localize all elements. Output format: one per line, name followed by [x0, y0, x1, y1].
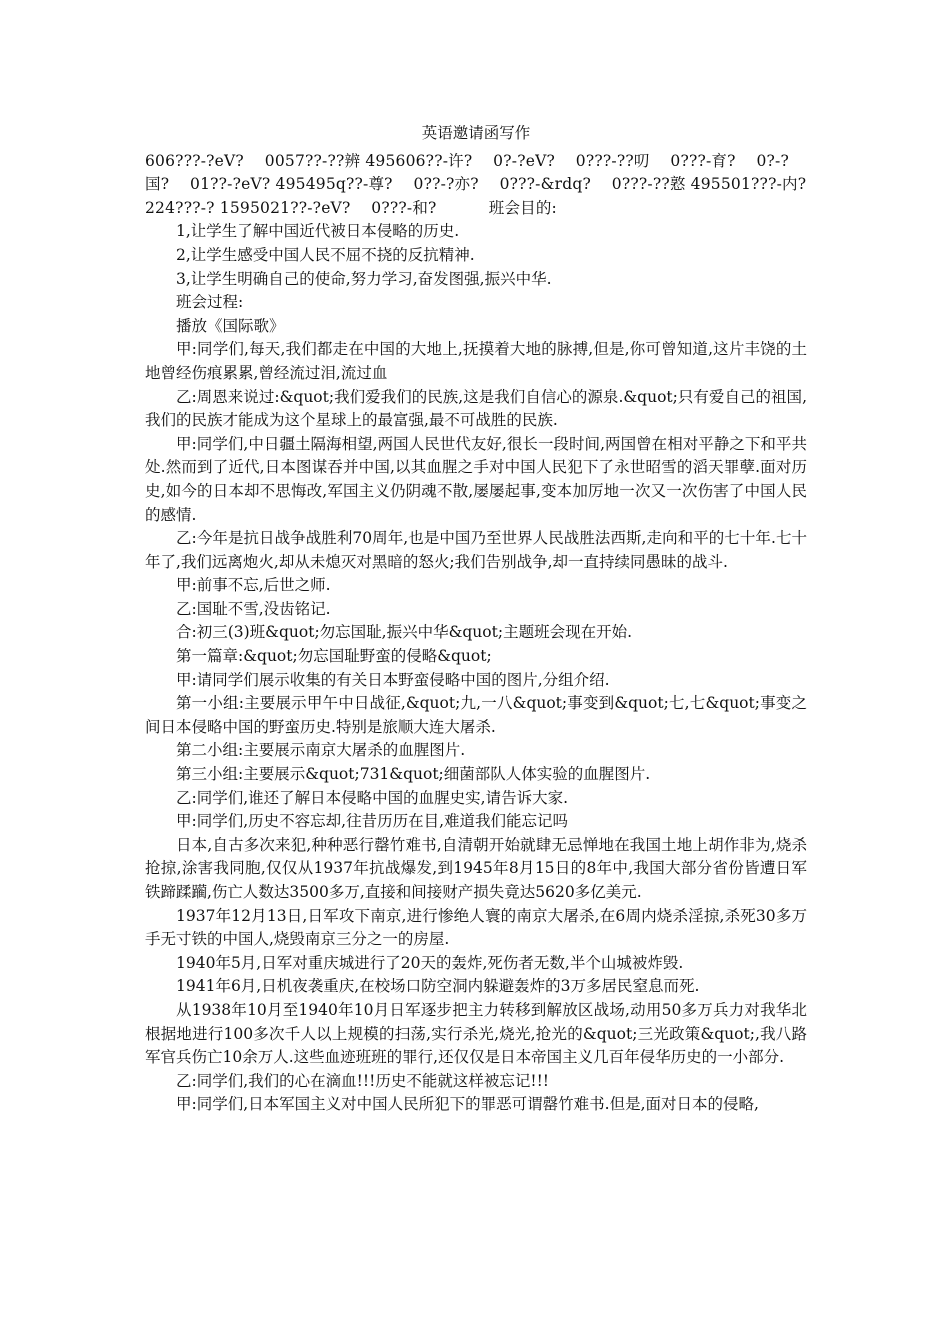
document-body [145, 220, 807, 1117]
document-page [145, 122, 807, 1117]
paragraph: 乙:今年是抗日战争战胜利70周年,也是中国乃至世界人民战胜法西斯,走向和平的七十年.七十年了,我们远离炮火,却从未熄灭对黑暗的怒火;我们告别战争,却一直持续同愚昧的战斗. [145, 529, 807, 571]
paragraph: 甲:同学们,历史不容忘却,往昔历历在目,难道我们能忘记吗 [176, 812, 569, 831]
paragraph: 第一小组:主要展示甲午中日战征,&quot;九,一八&quot;事变到&quot;七,七&quot;事变之间日本侵略中国的野蛮历史.特别是旅顺大连大屠杀. [145, 694, 807, 736]
paragraph: 乙:周恩来说过:&quot;我们爱我们的民族,这是我们自信心的源泉.&quot;只有爱自己的祖国,我们的民族才能成为这个星球上的最富强,最不可战胜的民族. [145, 387, 807, 430]
paragraph: 第三小组:主要展示&quot;731&quot;细菌部队人体实验的血腥图片. [176, 765, 651, 784]
paragraph: 2,让学生感受中国人民不屈不挠的反抗精神. [176, 245, 475, 264]
paragraph: 从1938年10月至1940年10月日军逐步把主力转移到解放区战场,动用50多万兵力对我华北根据地进行100多次千人以上规模的扫荡,实行杀光,烧光,抢光的&quot;三光政策&quot;,我八路军官兵伤亡10余万人.这些血迹班班的罪行,还仅仅是日本帝国主义几百年侵华历史的一小部分. [145, 1000, 807, 1067]
paragraph: 第一篇章:&quot;勿忘国耻野蛮的侵略&quot; [176, 647, 492, 666]
paragraph: 合:初三(3)班&quot;勿忘国耻,振兴中华&quot;主题班会现在开始. [176, 623, 633, 642]
document-title: 英语邀请函写作 [421, 124, 531, 142]
paragraph: 班会过程: [176, 293, 244, 312]
paragraph: 3,让学生明确自己的使命,努力学习,奋发图强,振兴中华. [176, 269, 552, 288]
paragraph: 甲:同学们,每天,我们都走在中国的大地上,抚摸着大地的脉搏,但是,你可曾知道,这片丰饶的土地曾经伤痕累累,曾经流过泪,流过血 [145, 340, 807, 382]
paragraph: 乙:国耻不雪,没齿铭记. [176, 599, 331, 618]
garbled-header-text: 606???-?eV? 0057??-??辨 495606??-许? 0?-?eV? 0???-??叨 0???-育? 0?-?国? 01??-?eV? 495495q??-尊? 0??-?亦? 0???-&rdq? 0???-??憝 495501???-内? 224???-? 1595021??-?eV? 0???-和? 班会目的: [145, 151, 807, 217]
paragraph: 播放《国际歌》 [176, 316, 285, 335]
paragraph: 乙:同学们,谁还了解日本侵略中国的血腥史实,请告诉大家. [176, 788, 569, 807]
paragraph: 甲:同学们,中日疆土隔海相望,两国人民世代友好,很长一段时间,两国曾在相对平静之下和平共处.然而到了近代,日本图谋吞并中国,以其血腥之手对中国人民犯下了永世昭雪的滔天罪孽.面对历史,如今的日本却不思悔改,军国主义仍阴魂不散,屡屡起事,变本加厉地一次又一次伤害了中国人民的感情. [145, 434, 807, 524]
paragraph: 1,让学生了解中国近代被日本侵略的历史. [176, 222, 460, 241]
paragraph: 乙:同学们,我们的心在滴血!!!历史不能就这样被忘记!!! [176, 1071, 550, 1090]
paragraph: 1937年12月13日,日军攻下南京,进行惨绝人寰的南京大屠杀,在6周内烧杀淫掠,杀死30多万手无寸铁的中国人,烧毁南京三分之一的房屋. [145, 906, 807, 949]
paragraph: 1941年6月,日机夜袭重庆,在校场口防空洞内躲避轰炸的3万多居民窒息而死. [176, 977, 700, 996]
paragraph: 甲:请同学们展示收集的有关日本野蛮侵略中国的图片,分组介绍. [176, 670, 610, 689]
paragraph: 甲:同学们,日本军国主义对中国人民所犯下的罪恶可谓罄竹难书.但是,面对日本的侵略, [176, 1095, 759, 1114]
paragraph: 第二小组:主要展示南京大屠杀的血腥图片. [176, 741, 466, 760]
paragraph: 甲:前事不忘,后世之师. [176, 576, 331, 595]
paragraph: 日本,自古多次来犯,种种恶行罄竹难书,自清朝开始就肆无忌惮地在我国土地上胡作非为,烧杀抢掠,涂害我同胞,仅仅从1937年抗战爆发,到1945年8月15日的8年中,我国大部分省份皆遭日军铁蹄蹂躏,伤亡人数达3500多万,直接和间接财产损失竟达5620多亿美元. [145, 835, 807, 901]
paragraph: 1940年5月,日军对重庆城进行了20天的轰炸,死伤者无数,半个山城被炸毁. [176, 953, 684, 972]
